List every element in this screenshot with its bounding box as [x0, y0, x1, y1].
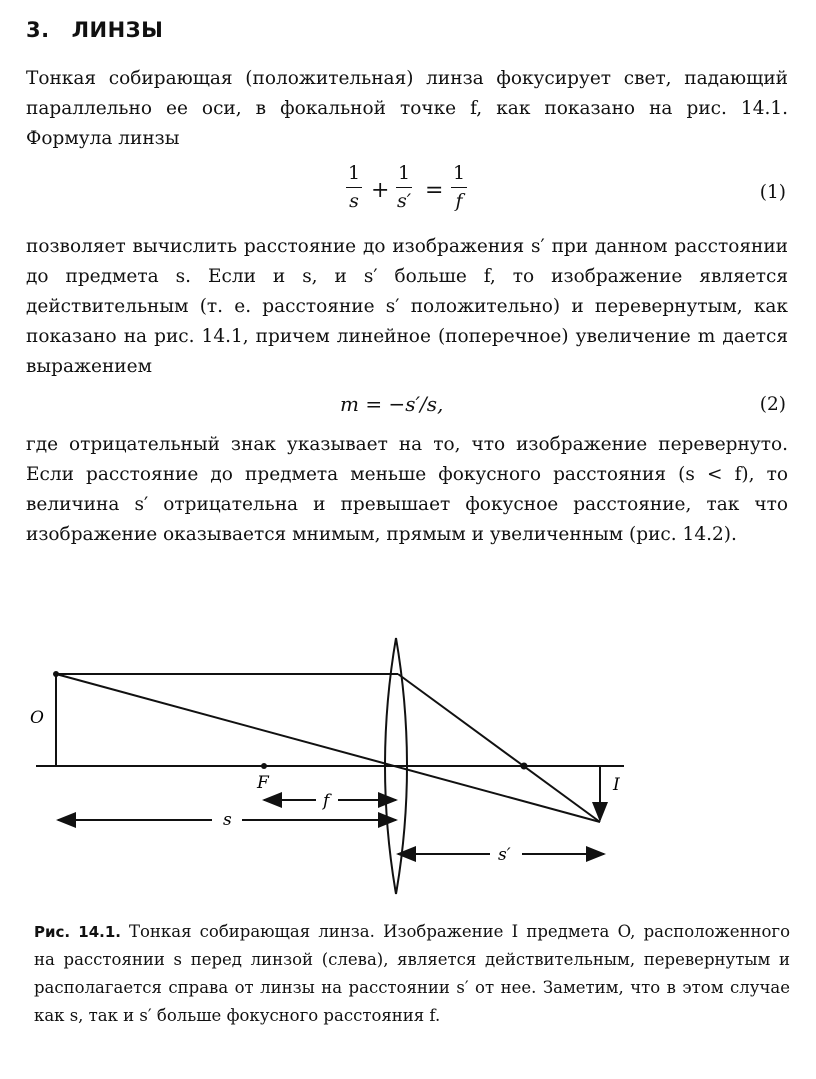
denominator: s′: [396, 190, 412, 212]
plus-sign: +: [371, 178, 390, 203]
section-heading: [26, 18, 163, 42]
paragraph-sign: где отрицательный знак указывает на то, что изображение перевернуто. Если расстояние до предмета меньше фокусного расстояния (s < f), то величина s′ отрицательна и превышает фокусное расстояние, так что изображение оказывается мнимым, прямым и увеличенным (рис. 14.2).: [26, 434, 788, 545]
label-focus: F: [257, 773, 269, 793]
fraction-1-over-f: [451, 162, 467, 212]
numerator: 1: [347, 162, 361, 184]
label-s: s: [223, 810, 232, 830]
section-title: ЛИНЗЫ: [71, 18, 164, 42]
numerator: 1: [397, 162, 411, 184]
fraction-bar: [396, 187, 412, 188]
focal-point-left: [261, 763, 267, 769]
figure-caption: [34, 918, 790, 1030]
equation-number-1: (1): [759, 182, 786, 203]
denominator: f: [455, 190, 463, 212]
magnification-expression: m = −s′/s,: [340, 392, 444, 416]
label-image: I: [613, 775, 620, 795]
focal-point-right: [521, 763, 528, 770]
caption-text: Тонкая собирающая линза. Изображение I предмета O, расположенного на расстоянии s перед линзой (слева), является действительным, перевернутым и располагается справа от линзы на расстоянии s′ от нее. Заметим, что в этом случае как s, так и s′ больше фокусного расстояния f.: [34, 922, 791, 1025]
fraction-bar: [451, 187, 467, 188]
label-object: O: [30, 708, 44, 728]
label-sprime: s′: [498, 845, 511, 865]
fraction-1-over-s: [346, 162, 362, 212]
fraction-bar: [346, 187, 362, 188]
lens-formula: [0, 160, 816, 226]
magnification-formula: [0, 392, 816, 424]
equation-number-2: (2): [759, 394, 786, 415]
denominator: s: [349, 190, 359, 212]
lens-diagram: [0, 630, 816, 910]
label-f: f: [323, 791, 330, 811]
paragraph-intro: Тонкая собирающая (положительная) линза фокусирует свет, падающий параллельно ее оси, в фокальной точке f, как показано на рис. 14.1. Формула линзы: [26, 68, 788, 149]
ray-refracted: [398, 674, 600, 822]
equals-sign: =: [425, 178, 444, 203]
section-number: 3.: [26, 18, 50, 42]
caption-label: Рис. 14.1.: [34, 923, 121, 941]
fraction-1-over-sprime: [396, 162, 412, 212]
numerator: 1: [452, 162, 466, 184]
paragraph-explanation: позволяет вычислить расстояние до изображения s′ при данном расстоянии до предмета s. Если и s, и s′ больше f, то изображение является действительным (т. е. расстояние s′ положительно) и перевернутым, как показано на рис. 14.1, причем линейное (поперечное) увеличение m дается выражением: [26, 236, 788, 377]
